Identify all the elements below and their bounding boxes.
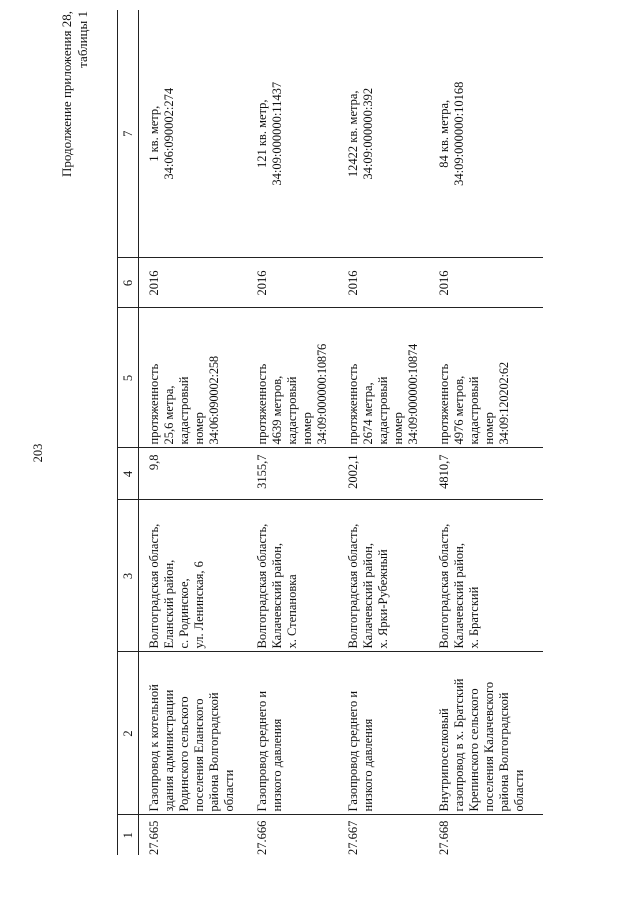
object-name: [247, 652, 338, 815]
text-line: 34:09:000000:10168: [452, 81, 466, 186]
cadastral-number: 34:09:000000:10876: [315, 343, 329, 445]
table-row: [247, 10, 338, 855]
text-line: Внутрипоселковый: [437, 708, 451, 812]
text-line: 4639 метров,: [270, 375, 284, 445]
text-line: Газопровод среднего и: [346, 690, 360, 812]
column-number: 6: [118, 258, 139, 308]
object-value: 3155,7: [247, 448, 338, 500]
text-line: протяженность: [437, 363, 451, 445]
text-line: номер: [192, 412, 206, 445]
object-value: 2002,1: [338, 448, 429, 500]
object-characteristics: [429, 308, 543, 448]
text-line: области: [512, 769, 526, 812]
object-name: [429, 652, 543, 815]
text-line: Газопровод среднего и: [255, 690, 269, 812]
object-address: [338, 500, 429, 652]
text-line: Крепинского сельского: [467, 688, 481, 812]
row-number: 27.668: [437, 820, 451, 855]
text-line: Калачевский район,: [361, 543, 375, 649]
land-plot: [247, 10, 338, 258]
text-line: протяженность: [147, 363, 161, 445]
text-line: Родинского сельского: [177, 696, 191, 812]
table-row: [338, 10, 429, 855]
text-line: кадастровый: [467, 376, 481, 445]
table-row: [429, 10, 543, 855]
continuation-line-1: Продолжение приложения 28,: [59, 11, 74, 178]
text-line: поселения Калачевского: [482, 681, 496, 812]
object-address: [247, 500, 338, 652]
text-line: номер: [300, 412, 314, 445]
property-table: [117, 10, 543, 855]
text-line: 1 кв. метр,: [147, 105, 161, 162]
column-number-row: [118, 10, 139, 855]
text-line: Волгоградская область,: [147, 523, 161, 649]
text-line: Волгоградская область,: [255, 523, 269, 649]
text-line: 25,6 метра,: [162, 385, 176, 445]
cadastral-number: 34:09:000000:10874: [406, 343, 420, 445]
text-line: 12422 кв. метра,: [346, 90, 360, 178]
text-line: кадастровый: [376, 376, 390, 445]
text-line: х. Степановка: [285, 574, 299, 649]
cadastral-number: 34:09:120202:62: [497, 362, 511, 445]
continuation-note: [59, 11, 91, 177]
text-line: поселения Еланского: [192, 698, 206, 812]
continuation-line-2: таблицы 1: [75, 11, 90, 68]
column-number: 7: [118, 10, 139, 258]
object-value: 4810,7: [429, 448, 543, 500]
object-year: 2016: [338, 258, 429, 308]
land-plot: [338, 10, 429, 258]
text-line: низкого давления: [270, 718, 284, 812]
column-number: 2: [118, 652, 139, 815]
text-line: протяженность: [346, 363, 360, 445]
text-line: кадастровый: [285, 376, 299, 445]
row-number: 27.667: [346, 820, 360, 855]
object-value: 9,8: [139, 448, 248, 500]
land-plot: [139, 10, 248, 258]
text-line: ул. Ленинская, 6: [192, 561, 206, 649]
object-characteristics: [247, 308, 338, 448]
column-number: 1: [118, 815, 139, 855]
text-line: Волгоградская область,: [346, 523, 360, 649]
object-characteristics: [338, 308, 429, 448]
object-characteristics: [139, 308, 248, 448]
text-line: протяженность: [255, 363, 269, 445]
object-year: 2016: [247, 258, 338, 308]
object-address: [429, 500, 543, 652]
object-year: 2016: [139, 258, 248, 308]
row-number: 27.666: [255, 820, 269, 855]
text-line: газопровод в х. Братский: [452, 678, 466, 812]
text-line: кадастровый: [177, 376, 191, 445]
cadastral-number: 34:06:090002:258: [207, 356, 221, 445]
text-line: Калачевский район,: [452, 543, 466, 649]
text-line: х. Ярки-Рубежный: [376, 549, 390, 649]
text-line: х. Братский: [467, 586, 481, 649]
text-line: 34:06:090002:274: [162, 87, 176, 180]
text-line: 2674 метра,: [361, 382, 375, 445]
object-address: [139, 500, 248, 652]
object-name: [338, 652, 429, 815]
text-line: с. Родинское,: [177, 578, 191, 649]
column-number: 5: [118, 308, 139, 448]
table-row: [139, 10, 248, 855]
rotated-page-content: [59, 10, 617, 855]
row-number: 27.665: [147, 820, 161, 855]
object-year: 2016: [429, 258, 543, 308]
text-line: Волгоградская область,: [437, 523, 451, 649]
text-line: района Волгоградской: [497, 692, 511, 812]
text-line: Калачевский район,: [270, 543, 284, 649]
text-line: номер: [391, 412, 405, 445]
text-line: 121 кв. метр,: [255, 99, 269, 169]
text-line: района Волгоградской: [207, 692, 221, 812]
text-line: области: [222, 769, 236, 812]
text-line: низкого давления: [361, 718, 375, 812]
text-line: 34:09:000000:11437: [270, 81, 284, 186]
land-plot: [429, 10, 543, 258]
column-number: 3: [118, 500, 139, 652]
page-number: 203: [31, 443, 45, 463]
text-line: номер: [482, 412, 496, 445]
text-line: 34:09:000000:392: [361, 87, 375, 180]
text-line: 84 кв. метра,: [437, 99, 451, 168]
object-name: [139, 652, 248, 815]
text-line: 4976 метров,: [452, 375, 466, 445]
text-line: здания администрации: [162, 689, 176, 812]
text-line: Газопровод к котельной: [147, 684, 161, 812]
text-line: Еланский район,: [162, 559, 176, 649]
column-number: 4: [118, 448, 139, 500]
